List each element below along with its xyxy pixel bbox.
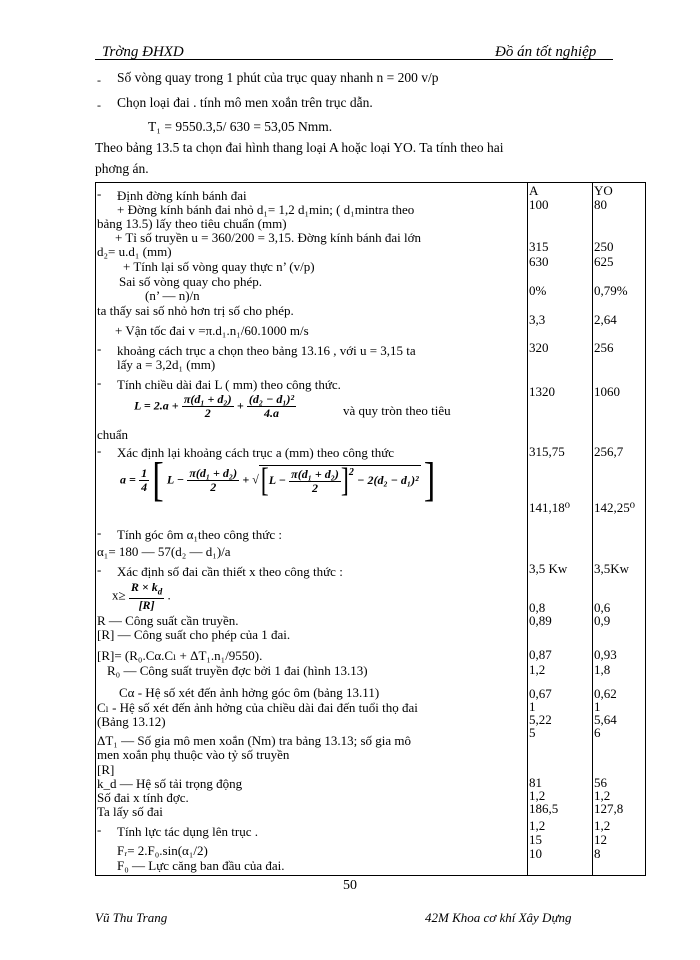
- desc-row: + Tỉ số truyền u = 360/200 = 3,15. Đờng kính bánh đai lớn: [115, 230, 421, 245]
- value-cell: 142,25⁰: [594, 500, 635, 515]
- desc-row: + Đờng kính bánh đai nhỏ d₁= 1,2 d₁min; ( d₁mintra theo: [117, 202, 415, 217]
- formula-axis-distance: a = $\frac{1}{4}$ [ L − $\frac{\text{π(d₁ + d₂)}}{2}$ + √[L − $\frac{\text{π(d₁ + d₂)}}{2}$ ]$^2$ − 2(d₂ − d₁)² ]: [120, 453, 436, 506]
- desc-row: [R] — Công suất cho phép của 1 đai.: [97, 627, 291, 642]
- intro-line-1: Số vòng quay trong 1 phút của trục quay nhanh n = 200 v/p: [117, 70, 439, 85]
- type-yo-column: [593, 183, 646, 876]
- formula-belt-count: x≥ $\frac{R \times k_d}{[R]}$ .: [112, 580, 171, 613]
- value-cell: 1,8: [594, 662, 611, 677]
- value-cell: 5: [529, 725, 536, 740]
- page-number: 50: [343, 878, 357, 893]
- value-cell: 256,7: [594, 444, 624, 459]
- value-cell: 320: [529, 340, 549, 355]
- header-school: Trờng ĐHXD: [102, 44, 184, 60]
- value-cell: 56: [594, 775, 607, 790]
- desc-row: k_d — Hệ số tải trọng động: [97, 776, 243, 791]
- value-cell: 0,67: [529, 686, 552, 701]
- intro-line-5: phơng án.: [95, 161, 149, 176]
- column-header-yo: YO: [594, 183, 613, 198]
- value-cell: 0,79%: [594, 283, 628, 298]
- desc-row: men xoắn phụ thuộc vào tỷ số truyền: [97, 747, 290, 762]
- value-cell: 80: [594, 197, 607, 212]
- type-a-column: [528, 183, 593, 876]
- value-cell: 625: [594, 254, 614, 269]
- value-cell: 141,18⁰: [529, 500, 570, 515]
- value-cell: 250: [594, 239, 614, 254]
- desc-row: Số đai x tính đợc.: [97, 790, 189, 805]
- value-cell: 12: [594, 832, 607, 847]
- desc-row: Xác định lại khoảng cách trục a (mm) theo công thức: [117, 445, 395, 460]
- desc-row: R — Công suất cần truyền.: [97, 613, 239, 628]
- desc-row: [R]= (R₀.Cα.Cₗ + ΔT₁.n₁/9550).: [97, 648, 263, 663]
- value-cell: 0,6: [594, 600, 611, 615]
- desc-row: + Tính lại số vòng quay thực n’ (v/p): [123, 259, 315, 274]
- desc-row: Sai số vòng quay cho phép.: [119, 274, 262, 289]
- formula-belt-length: L = 2.a + $\frac{\text{π(d₁ + d₂)}}{2}$ + $\frac{\text{(d₂ − d₁)²}}{4.a}$: [134, 392, 295, 420]
- desc-row: chuẩn: [97, 427, 129, 442]
- column-header-a: A: [529, 183, 539, 198]
- desc-row: R₀ — Công suất truyền đợc bởi 1 đai (hình 13.13): [107, 663, 368, 678]
- value-cell: 3,5Kw: [594, 561, 630, 576]
- intro-line-4: Theo bảng 13.5 ta chọn đai hình thang loại A hoặc loại YO. Ta tính theo hai: [95, 140, 504, 155]
- value-cell: 1,2: [529, 818, 546, 833]
- value-cell: 5,22: [529, 712, 552, 727]
- calculation-table: [95, 182, 646, 876]
- value-cell: 1: [529, 699, 536, 714]
- value-cell: 630: [529, 254, 549, 269]
- intro-line-3: T₁ = 9550.3,5/ 630 = 53,05 Nmm.: [148, 119, 333, 134]
- description-column: - Định đờng kính bánh đai + Đờng kính bánh đai nhỏ d₁= 1,2 d₁min; ( d₁mintra theo bảng 13.5) lấy theo tiêu chuẩn (mm) + Tỉ số truyền u = 360/200 = 3,15. Đờng kính bánh đai lớn d₂= u.d₁ (mm) + Tính lại số vòng quay thực n’ (v/p) Sai số vòng quay cho phép. (n’ — n)/n ta thấy sai số nhỏ hơn trị số cho phép. + Vận tốc đai v =π.d₁.n₁/60.1000 m/s - khoảng cách trục a chọn theo bảng 13.16 , với u = 3,15 ta lấy a = 3,2d₁ (mm) - Tính chiều dài đai L ( mm) theo công thức. L = 2.a + $\frac{\text{π(d₁ + d₂)}}{2}$ + $\frac{\text{(d₂ − d₁)²}}{4.a}$ và quy tròn theo tiêu chuẩn - Xác định lại khoảng cách trục a (mm) theo công thức a = $\frac{1}{4}$ [ L − $\frac{\text{π(d₁ + d₂)}}{2}$ + √[L − $\frac{\text{π(d₁ + d₂)}}{2}$ ]$^2$ − 2(d₂ − d₁)² ] - Tính góc ôm α₁theo công thức : α₁= 180 — 57(d₂ — d₁)/a - Xác định số đai cần thiết x theo công thức : x≥ $\frac{R \times k_d}{[R]}$ . R — Công suất cần truyền. [R] — Công suất cho phép của 1 đai. [R]= (R₀.Cα.Cₗ + ΔT₁.n₁/9550). R₀ — Công suất truyền đợc bởi 1 đai (hình 13.13) Cα - Hệ số xét đến ảnh hởng góc ôm (bảng 13.11) Cₗ - Hệ số xét đến ảnh hởng của chiều dài đai đến tuổi thọ đai (Bảng 13.12) ΔT₁ — Số gia mô men xoắn (Nm) tra bảng 13.13; số gia mô men xoắn phụ thuộc vào tỷ số truyền [R] k_d — Hệ số tải trọng động Số đai x tính đợc. Ta lấy số đai - Tính lực tác dụng lên trục . Fᵣ= 2.F₀.sin(α₁/2) F₀ — Lực căng ban đầu của đai.: [96, 183, 528, 876]
- value-cell: 0%: [529, 283, 547, 298]
- value-cell: 1,2: [529, 662, 546, 677]
- desc-row: [R]: [97, 762, 115, 777]
- desc-row: Fᵣ= 2.F₀.sin(α₁/2): [117, 843, 208, 858]
- value-cell: 1060: [594, 384, 620, 399]
- value-cell: 10: [529, 846, 542, 861]
- desc-row: Cₗ - Hệ số xét đến ảnh hởng của chiều dài đai đến tuổi thọ đai: [97, 700, 418, 715]
- header-rule: [95, 59, 613, 60]
- bullet: -: [97, 98, 101, 112]
- value-cell: 315,75: [529, 444, 565, 459]
- header-title: Đồ án tốt nghiệp: [495, 44, 597, 60]
- desc-row: bảng 13.5) lấy theo tiêu chuẩn (mm): [97, 216, 287, 231]
- desc-row: khoảng cách trục a chọn theo bảng 13.16 , với u = 3,15 ta: [117, 343, 416, 358]
- footer-author: Vũ Thu Trang: [95, 910, 168, 925]
- value-cell: 0,62: [594, 686, 617, 701]
- value-cell: 15: [529, 832, 542, 847]
- value-cell: 0,89: [529, 613, 552, 628]
- value-cell: 8: [594, 846, 601, 861]
- value-cell: 3,3: [529, 312, 546, 327]
- desc-row: (n’ — n)/n: [145, 288, 200, 303]
- desc-row: Xác định số đai cần thiết x theo công thức :: [117, 564, 343, 579]
- value-cell: 100: [529, 197, 549, 212]
- value-cell: 1: [594, 699, 601, 714]
- desc-row: Tính góc ôm α₁theo công thức :: [117, 527, 282, 542]
- value-cell: 1,2: [529, 788, 546, 803]
- value-cell: 1320: [529, 384, 555, 399]
- desc-row: Tính lực tác dụng lên trục .: [117, 824, 258, 839]
- desc-row: ΔT₁ — Số gia mô men xoắn (Nm) tra bảng 13.13; số gia mô: [97, 733, 412, 748]
- bullet: -: [97, 73, 101, 87]
- value-cell: 0,87: [529, 647, 552, 662]
- value-cell: 3,5 Kw: [529, 561, 568, 576]
- value-cell: 186,5: [529, 801, 559, 816]
- intro-line-2: Chọn loại đai . tính mô men xoắn trên trục dẫn.: [117, 95, 373, 110]
- value-cell: 1,2: [594, 788, 611, 803]
- value-cell: 2,64: [594, 312, 617, 327]
- value-cell: 5,64: [594, 712, 617, 727]
- value-cell: 0,9: [594, 613, 611, 628]
- desc-row: (Bảng 13.12): [97, 714, 166, 729]
- desc-row: Cα - Hệ số xét đến ảnh hởng góc ôm (bảng 13.11): [119, 685, 380, 700]
- value-cell: 256: [594, 340, 614, 355]
- value-cell: 81: [529, 775, 542, 790]
- desc-row: d₂= u.d₁ (mm): [97, 244, 172, 259]
- desc-row: và quy tròn theo tiêu: [343, 403, 451, 418]
- value-cell: 315: [529, 239, 549, 254]
- desc-row: F₀ — Lực căng ban đầu của đai.: [117, 858, 285, 873]
- value-cell: 0,8: [529, 600, 546, 615]
- desc-row: ta thấy sai số nhỏ hơn trị số cho phép.: [97, 303, 294, 318]
- desc-row: α₁= 180 — 57(d₂ — d₁)/a: [97, 544, 231, 559]
- footer-department: 42M Khoa cơ khí Xây Dựng: [425, 910, 572, 925]
- value-cell: 1,2: [594, 818, 611, 833]
- desc-row: lấy a = 3,2d₁ (mm): [117, 357, 216, 372]
- desc-row: + Vận tốc đai v =π.d₁.n₁/60.1000 m/s: [115, 323, 309, 338]
- value-cell: 127,8: [594, 801, 624, 816]
- desc-row: Ta lấy số đai: [97, 804, 163, 819]
- desc-row: Tính chiều dài đai L ( mm) theo công thức.: [117, 377, 341, 392]
- value-cell: 6: [594, 725, 601, 740]
- value-cell: 0,93: [594, 647, 617, 662]
- desc-row: Định đờng kính bánh đai: [117, 188, 247, 203]
